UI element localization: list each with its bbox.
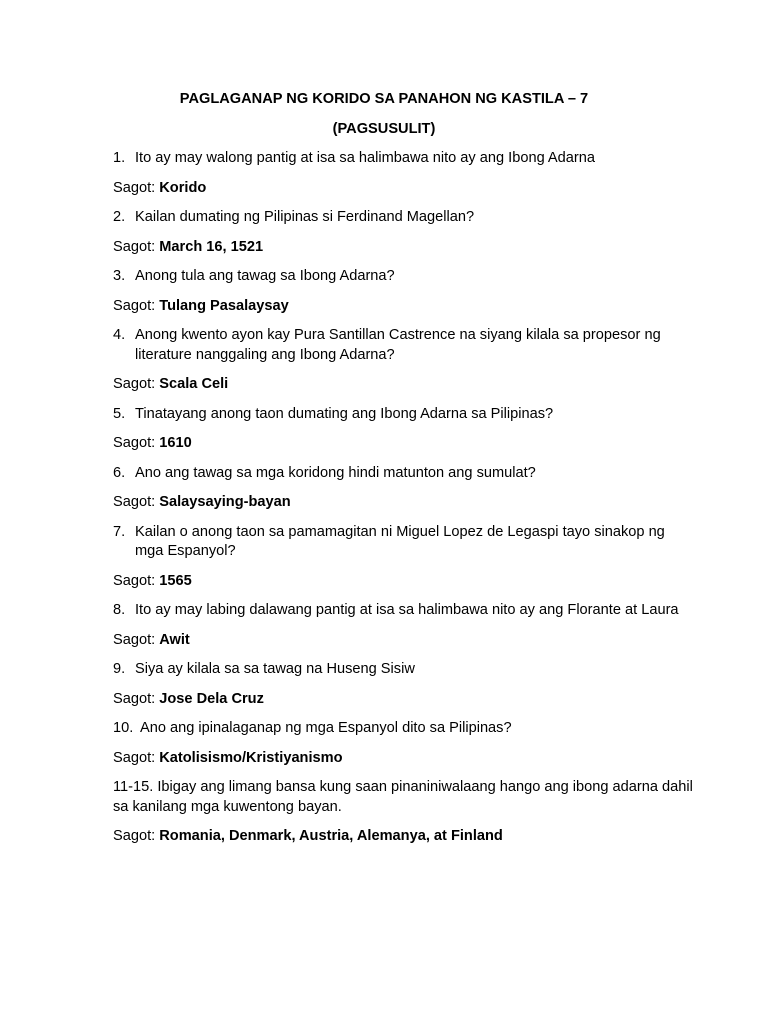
question-text: Ano ang tawag sa mga koridong hindi matunton ang sumulat? (135, 464, 536, 481)
question-text: Ano ang ipinalaganap ng mga Espanyol dito sa Pilipinas? (140, 720, 512, 736)
question-text: Anong kwento ayon kay Pura Santillan Castrence na siyang kilala sa propesor ng literature nanggaling ang Ibong Adarna? (135, 327, 661, 363)
question-number: 9. (113, 661, 126, 677)
answer-prefix: Sagot: (113, 376, 160, 392)
answer-text: Salaysaying-bayan (159, 494, 291, 510)
question-number: 6. (113, 464, 126, 481)
question-text: Ito ay may walong pantig at isa sa halimbawa nito ay ang Ibong Adarna (135, 150, 595, 166)
question-number: 8. (113, 602, 126, 618)
answer-prefix: Sagot: (113, 179, 160, 196)
answer-prefix: Sagot: (113, 749, 160, 766)
question-item (113, 208, 693, 228)
question-item (113, 405, 693, 425)
answer-line (113, 434, 693, 454)
question-item (113, 149, 693, 169)
answer-text: Tulang Pasalaysay (159, 297, 289, 314)
answer-line (113, 572, 693, 592)
answer-line (113, 493, 693, 513)
question-item (113, 719, 693, 739)
question-text: Tinatayang anong taon dumating ang Ibong Adarna sa Pilipinas? (135, 405, 554, 422)
question-item (113, 326, 693, 365)
document-subtitle: (PAGSUSULIT) (332, 120, 436, 137)
question-text: Anong tula ang tawag sa Ibong Adarna? (135, 268, 395, 284)
answer-prefix: Sagot: (113, 238, 160, 255)
answer-prefix: Sagot: (113, 828, 160, 844)
document-title: PAGLAGANAP NG KORIDO SA PANAHON NG KASTILA – 7 (179, 91, 589, 107)
answer-prefix: Sagot: (113, 690, 160, 707)
question-number: 5. (113, 405, 126, 422)
answer-text: Awit (159, 631, 190, 648)
question-item (113, 267, 693, 287)
answer-text: Romania, Denmark, Austria, Alemanya, at Finland (159, 828, 503, 844)
document-page (113, 90, 693, 857)
answer-line (113, 375, 693, 395)
answer-text: Korido (159, 179, 207, 196)
answer-line (113, 297, 693, 317)
answer-line (113, 238, 693, 258)
question-text: Siya ay kilala sa sa tawag na Huseng Sisiw (135, 661, 415, 677)
answer-line (113, 631, 693, 651)
answer-text: Katolisismo/Kristiyanismo (159, 749, 343, 766)
answer-text: March 16, 1521 (159, 238, 264, 255)
answer-prefix: Sagot: (113, 435, 160, 451)
question-number: 4. (113, 327, 126, 343)
question-number: 10. (113, 720, 134, 736)
answer-prefix: Sagot: (113, 494, 160, 510)
question-item (113, 601, 693, 621)
question-item (113, 464, 693, 484)
question-text: Ito ay may labing dalawang pantig at isa sa halimbawa nito ay ang Florante at Laura (135, 602, 679, 618)
question-number: 2. (113, 209, 126, 225)
answer-prefix: Sagot: (113, 297, 160, 314)
question-number: 1. (113, 150, 126, 166)
question-item (113, 660, 693, 680)
answer-prefix: Sagot: (113, 631, 160, 648)
answer-prefix: Sagot: (113, 572, 160, 589)
answer-text: Scala Celi (159, 376, 229, 392)
answer-text: Jose Dela Cruz (159, 690, 264, 707)
question-text: Kailan dumating ng Pilipinas si Ferdinand Magellan? (135, 209, 475, 225)
question-number: 7. (113, 523, 126, 540)
answer-line (113, 827, 693, 847)
question-text: Kailan o anong taon sa pamamagitan ni Miguel Lopez de Legaspi tayo sinakop ng mga Espanyol? (135, 523, 665, 559)
answer-line (113, 690, 693, 710)
answer-line (113, 179, 693, 199)
answer-text: 1565 (159, 572, 192, 589)
answer-text: 1610 (159, 435, 192, 451)
question-item-11-15: 11-15. Ibigay ang limang bansa kung saan pinaniniwalaang hango ang ibong adarna dahil sa kanilang mga kuwentong bayan. (113, 779, 693, 815)
question-number: 3. (113, 268, 126, 284)
question-item (113, 523, 693, 562)
answer-line (113, 749, 693, 769)
